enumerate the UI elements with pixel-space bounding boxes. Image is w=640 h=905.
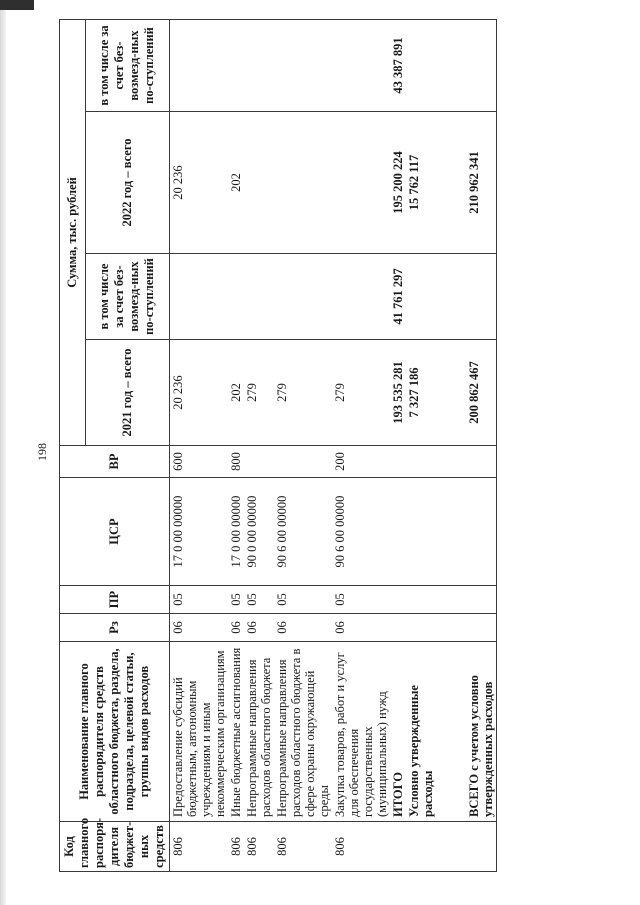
cell-csr: 90 6 00 00000	[274, 478, 332, 586]
cell-2022-total	[332, 112, 390, 254]
cell-name: Иные бюджетные ассигнования	[228, 642, 244, 822]
cell-code: 806	[228, 822, 244, 872]
cell-2021-total: 279	[244, 340, 274, 446]
conditional-2022: 15 762 117	[406, 112, 436, 254]
table-row-total-all	[466, 19, 497, 871]
cell-rz: 06	[332, 614, 390, 642]
cell-name: Предоставление субсидий бюджетным, автономным учреждениям и иным некоммерческим организациям	[170, 642, 229, 822]
cell-csr: 17 0 00 00000	[228, 478, 244, 586]
cell-vr	[274, 446, 332, 478]
cell-2021-incl	[244, 254, 274, 340]
header-2021-total: 2021 год – всего	[85, 340, 169, 446]
cell-2021-total: 279	[332, 340, 390, 446]
cell-2021-incl	[228, 254, 244, 340]
table-row	[244, 19, 274, 871]
table-row	[274, 19, 332, 871]
cell-csr: 90 0 00 00000	[244, 478, 274, 586]
cell-vr: 800	[228, 446, 244, 478]
cell-code: 806	[332, 822, 390, 872]
total-all-2022: 210 962 341	[466, 112, 497, 254]
cell-pr: 05	[228, 586, 244, 614]
table-row-spacer	[436, 19, 466, 871]
header-name: Наименование главного распорядителя средств областного бюджета, раздела, подраздела, целевой статьи, группы видов расходов	[60, 642, 170, 822]
cell-name: Закупка товаров, работ и услуг для обеспечения государственных (муниципальных) нужд	[332, 642, 390, 822]
cell-vr: 600	[170, 446, 229, 478]
cell-2022-incl	[274, 19, 332, 111]
header-2022-incl: в том числе за счет без-возмезд-ных по-ступлений	[85, 19, 169, 111]
cell-2021-total: 20 236	[170, 340, 229, 446]
cell-code: 806	[170, 822, 229, 872]
header-2022-total: 2022 год – всего	[85, 112, 169, 254]
cell-csr: 17 0 00 00000	[170, 478, 229, 586]
cell-rz: 06	[228, 614, 244, 642]
header-pr: ПР	[60, 586, 170, 614]
header-code: Код главного распоря-дителя бюджет-ных средств	[60, 822, 170, 872]
cell-vr: 200	[332, 446, 390, 478]
cell-pr: 05	[274, 586, 332, 614]
itogo-2021-total: 193 535 281	[390, 340, 406, 446]
itogo-2022-incl: 43 387 891	[390, 19, 406, 111]
table-row	[170, 19, 229, 871]
cell-rz: 06	[170, 614, 229, 642]
cell-2021-total: 202	[228, 340, 244, 446]
table-row	[332, 19, 390, 871]
itogo-2021-incl: 41 761 297	[390, 254, 406, 340]
cell-2022-incl	[228, 19, 244, 111]
header-2021-incl: в том числе за счет без-возмезд-ных по-ступлений	[85, 254, 169, 340]
cell-2021-incl	[274, 254, 332, 340]
cell-2022-total	[244, 112, 274, 254]
itogo-label: ИТОГО	[390, 642, 406, 822]
conditional-2021: 7 327 186	[406, 340, 436, 446]
conditional-label: Условно утвержденные расходы	[406, 642, 436, 822]
cell-2021-total: 279	[274, 340, 332, 446]
cell-2022-incl	[332, 19, 390, 111]
budget-table	[59, 19, 497, 872]
cell-pr: 05	[170, 586, 229, 614]
cell-code: 806	[274, 822, 332, 872]
cell-2021-incl	[170, 254, 229, 340]
header-sum-group: Сумма, тыс. рублей	[60, 19, 86, 445]
cell-rz: 06	[244, 614, 274, 642]
scan-edge	[0, 0, 6, 905]
cell-2022-incl	[170, 19, 229, 111]
cell-name: Непрограммные направления расходов областного бюджета в сфере охраны окружающей среды	[274, 642, 332, 822]
cell-pr: 05	[244, 586, 274, 614]
cell-2022-total: 202	[228, 112, 244, 254]
cell-code: 806	[244, 822, 274, 872]
table-row-itogo	[390, 19, 406, 871]
total-all-label: ВСЕГО с учетом условно утвержденных расходов	[466, 642, 497, 822]
cell-2022-incl	[244, 19, 274, 111]
cell-2022-total: 20 236	[170, 112, 229, 254]
cell-csr: 90 6 00 00000	[332, 478, 390, 586]
total-all-2021: 200 862 467	[466, 340, 497, 446]
itogo-2022-total: 195 200 224	[390, 112, 406, 254]
cell-2021-incl	[332, 254, 390, 340]
cell-vr	[244, 446, 274, 478]
cell-pr: 05	[332, 586, 390, 614]
header-vr: ВР	[60, 446, 170, 478]
scan-corner-mark	[0, 0, 34, 10]
header-rz: Рз	[60, 614, 170, 642]
cell-name: Непрограммные направления расходов областного бюджета	[244, 642, 274, 822]
table-row-conditional	[406, 19, 436, 871]
table-row	[228, 19, 244, 871]
header-csr: ЦСР	[60, 478, 170, 586]
page-number: 198	[35, 443, 49, 461]
cell-2022-total	[274, 112, 332, 254]
rotated-page	[35, 0, 635, 900]
cell-rz: 06	[274, 614, 332, 642]
